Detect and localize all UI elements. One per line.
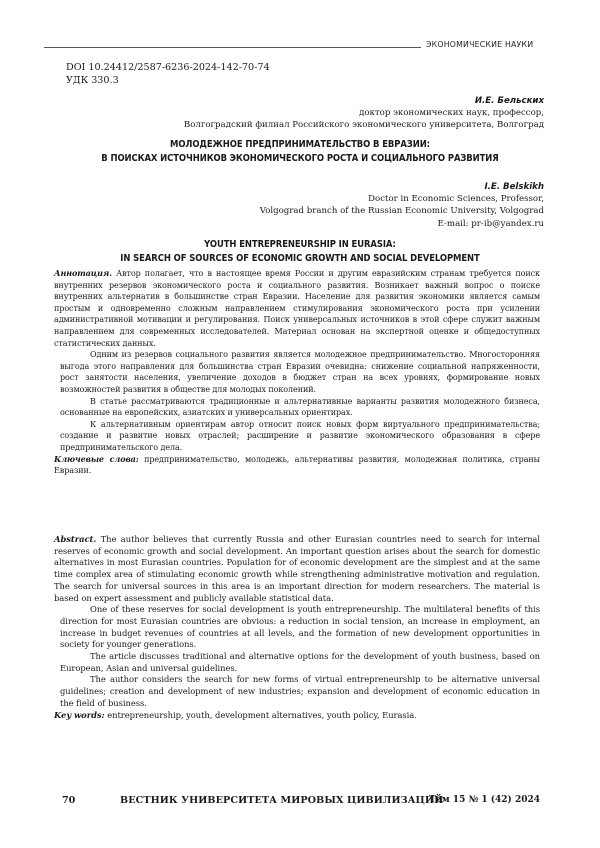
abstract-en-p3: The article discusses traditional and alternative options for the development of youth business, based on European, Asian and universal guidelines.	[60, 651, 540, 674]
abstract-en-label: Abstract.	[54, 534, 96, 544]
header-rule	[44, 47, 421, 48]
author-email-en[interactable]: E-mail: pr-ib@yandex.ru	[260, 218, 544, 230]
udc: УДК 330.3	[66, 74, 270, 87]
author-degree-ru: доктор экономических наук, профессор,	[184, 107, 544, 119]
keywords-ru-text: предпринимательство, молодежь, альтернативы развития, молодежная политика, страны Евразии.	[54, 455, 540, 476]
page-number: 70	[62, 795, 75, 806]
title-ru	[71, 138, 529, 165]
keywords-en-text: entrepreneurship, youth, development alternatives, youth policy, Eurasia.	[107, 710, 417, 720]
abstract-en-p2: One of these reserves for social development is youth entrepreneurship. The multilateral benefits of this direction for most Eurasian countries are obvious: a reduction in social tension, an increase in employment, an increase in budget revenues of countries at all levels, and the formation of new development opportunities in society for younger generations.	[60, 604, 540, 651]
title-en-line1: YOUTH ENTREPRENEURSHIP IN EURASIA:	[71, 238, 529, 252]
abstract-ru-p2: Одним из резервов социального развития является молодежное предпринимательство. Многосторонняя выгода этого направления для большинства стран Евразии очевидна: снижение социальной напряженности, рост занятости населения, увеличение доходов в бюджет стран на всех уровнях, формирование новых возможностей развития в обществе для молодых поколений.	[60, 349, 540, 395]
title-ru-line1: МОЛОДЕЖНОЕ ПРЕДПРИНИМАТЕЛЬСТВО В ЕВРАЗИИ:	[71, 138, 529, 152]
title-ru-line2: В ПОИСКАХ ИСТОЧНИКОВ ЭКОНОМИЧЕСКОГО РОСТА И СОЦИАЛЬНОГО РАЗВИТИЯ	[71, 152, 529, 166]
abstract-ru-label: Аннотация.	[54, 268, 112, 278]
author-name-ru: И.Е. Бельских	[184, 95, 544, 107]
abstract-en-p4: The author considers the search for new forms of virtual entrepreneurship to be alternative universal guidelines; creation and development of new industries; expansion and development of economic education in the field of business.	[60, 674, 540, 709]
title-en-line2: IN SEARCH OF SOURCES OF ECONOMIC GROWTH AND SOCIAL DEVELOPMENT	[71, 252, 529, 266]
article-meta	[66, 61, 270, 87]
abstract-en	[60, 534, 540, 721]
author-block-ru	[184, 95, 544, 132]
journal-volume: Том 15 № 1 (42) 2024	[429, 795, 540, 805]
abstract-ru	[60, 268, 540, 477]
title-en	[71, 238, 529, 265]
keywords-ru-label: Ключевые слова:	[54, 454, 139, 464]
author-degree-en: Doctor in Economic Sciences, Professor,	[260, 193, 544, 205]
keywords-en-label: Key words:	[54, 710, 105, 720]
abstract-ru-p1: Автор полагает, что в настоящее время России и другим евразийским странам требуется поиск внутренних резервов экономического роста и социального развития. Возникает важный вопрос о поиске внутренних альтернатив в большинстве стран Евразии. Население для развития экономики является самым простым и одновременно сложным направлением стимулирования экономического роста при усилении административной мотивации и регулирования. Поиск универсальных источников в этой сфере служит важным направлением для современных исследователей. Материал основан на экспертной оценке и общедоступных статистических данных.	[54, 269, 540, 348]
author-affiliation-ru: Волгоградский филиал Российского экономического университета, Волгоград	[184, 119, 544, 131]
journal-name: ВЕСТНИК УНИВЕРСИТЕТА МИРОВЫХ ЦИВИЛИЗАЦИЙ	[120, 795, 443, 806]
header-section-title: ЭКОНОМИЧЕСКИЕ НАУКИ	[426, 40, 533, 49]
author-block-en	[260, 181, 544, 230]
abstract-ru-p3: В статье рассматриваются традиционные и альтернативные варианты развития молодежного бизнеса, основанные на европейских, азиатских и универсальных ориентирах.	[60, 396, 540, 419]
journal-page	[0, 0, 600, 848]
author-affiliation-en: Volgograd branch of the Russian Economic University, Volgograd	[260, 205, 544, 217]
abstract-ru-p4: К альтернативным ориентирам автор относит поиск новых форм виртуального предпринимательства; создание и развитие новых отраслей; расширение и развитие экономического образования в сфере предпринимательского дела.	[60, 419, 540, 454]
doi[interactable]: DOI 10.24412/2587-6236-2024-142-70-74	[66, 61, 270, 74]
abstract-en-p1: The author believes that currently Russia and other Eurasian countries need to search for internal reserves of economic growth and social development. An important question arises about the search for domestic alternatives in most Eurasian countries. Population for of economic development are the simplest and at the same time complex area of stimulating economic growth while strengthening administrative motivation and regulation. The search for universal sources in this area is an important direction for modern researchers. The material is based on expert assessment and publicly available statistical data.	[54, 534, 540, 603]
author-name-en: I.E. Belskikh	[260, 181, 544, 193]
